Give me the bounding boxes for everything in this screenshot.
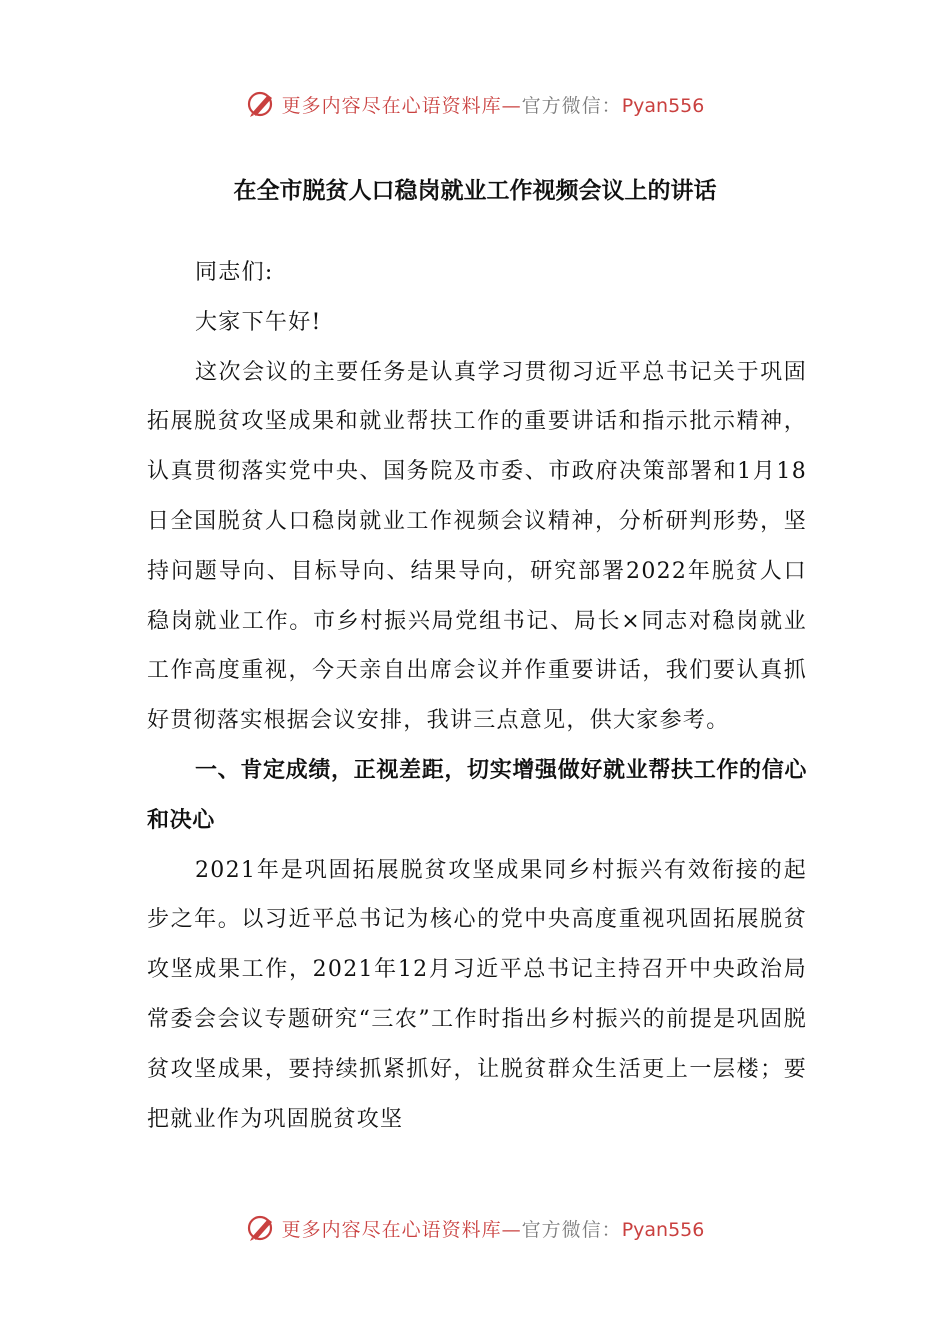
watermark-footer (0, 1208, 950, 1248)
watermark-wechat-label: 官方微信： (521, 1218, 622, 1241)
pen-logo-icon (246, 89, 276, 119)
watermark-text: 更多内容尽在心语资料库— (281, 1218, 522, 1241)
section-heading-1: 一、肯定成绩，正视差距，切实增强做好就业帮扶工作的信心和决心 (147, 757, 807, 833)
watermark-text: 更多内容尽在心语资料库— (281, 94, 522, 117)
document-body (147, 248, 807, 1144)
watermark-wechat-id: Pyan556 (621, 94, 705, 117)
pen-logo-icon (246, 1213, 276, 1243)
paragraph-1: 这次会议的主要任务是认真学习贯彻习近平总书记关于巩固拓展脱贫攻坚成果和就业帮扶工作的重要讲话和指示批示精神，认真贯彻落实党中央、国务院及市委、市政府决策部署和1月18日全国脱贫人口稳岗就业工作视频会议精神，分析研判形势，坚持问题导向、目标导向、结果导向，研究部署2022年脱贫人口稳岗就业工作。市乡村振兴局党组书记、局长×同志对稳岗就业工作高度重视，今天亲自出席会议并作重要讲话，我们要认真抓好贯彻落实根据会议安排，我讲三点意见，供大家参考。 (147, 359, 807, 734)
watermark-wechat-id: Pyan556 (621, 1218, 705, 1241)
watermark-wechat-label: 官方微信： (521, 94, 622, 117)
salutation: 同志们: (195, 260, 274, 285)
document-title: 在全市脱贫人口稳岗就业工作视频会议上的讲话 (233, 178, 717, 204)
greeting: 大家下午好! (195, 309, 322, 335)
paragraph-2: 2021年是巩固拓展脱贫攻坚成果同乡村振兴有效衔接的起步之年。以习近平总书记为核心的党中央高度重视巩固拓展脱贫攻坚成果工作，2021年12月习近平总书记主持召开中央政治局常委会会议专题研究“三农”工作时指出乡村振兴的前提是巩固脱贫攻坚成果，要持续抓紧抓好，让脱贫群众生活更上一层楼；要把就业作为巩固脱贫攻坚 (147, 857, 807, 1132)
watermark-header (0, 84, 950, 124)
